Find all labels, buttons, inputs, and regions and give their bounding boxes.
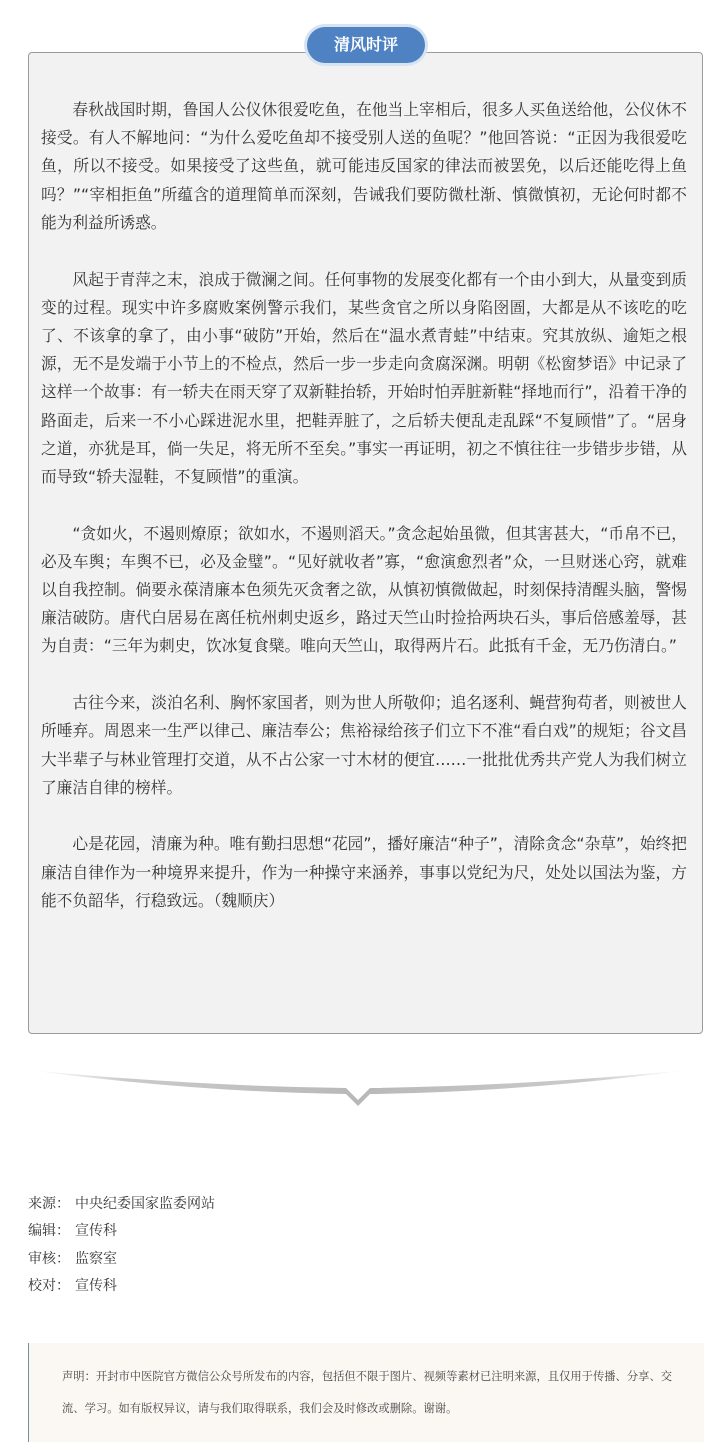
column-title-badge: 清风时评 xyxy=(307,27,425,63)
article-paragraph: “贪如火，不遏则燎原；欲如水，不遏则滔天。”贪念起始虽微，但其害甚大，“币帛不已，必及车舆；车舆不已，必及金璧”。“见好就收者”寡，“愈演愈烈者”众，一旦财迷心窍，就难以自我控制。倘要永葆清廉本色须先灭贪奢之欲，从慎初慎微做起，时刻保持清醒头脑，警惕廉洁破防。唐代白居易在离任杭州刺史返乡，路过天竺山时捡拾两块石头，事后倍感羞辱，甚为自责：“三年为刺史，饮冰复食檗。唯向天竺山，取得两片石。此抵有千金，无乃伤清白。” xyxy=(41,523,687,656)
credit-label: 审核： xyxy=(28,1250,70,1267)
credit-value: 宣传科 xyxy=(75,1223,117,1240)
credit-value: 中央纪委国家监委网站 xyxy=(75,1196,215,1212)
credit-label: 来源： xyxy=(28,1196,70,1212)
copyright-notice xyxy=(28,1343,704,1442)
notice-text: 声明：开封市中医院官方微信公众号所发布的内容，包括但不限于图片、视频等素材已注明来源，且仅用于传播、分享、交流、学习。如有版权异议，请与我们取得联系，我们会及时修改或删除。谢谢。 xyxy=(62,1370,673,1415)
article-body xyxy=(41,96,687,944)
credit-source xyxy=(28,1191,215,1218)
credit-proofreader xyxy=(28,1273,215,1300)
article-paragraph: 古往今来，淡泊名利、胸怀家国者，则为世人所敬仰；追名逐利、蝇营狗苟者，则被世人所唾弃。周恩来一生严以律己、廉洁奉公；焦裕禄给孩子们立下不准“看白戏”的规矩；谷文昌大半辈子与林业管理打交道，从不占公家一寸木材的便宜……一批批优秀共产党人为我们树立了廉洁自律的榜样。 xyxy=(41,693,687,797)
credit-value: 宣传科 xyxy=(75,1277,117,1294)
decorative-divider xyxy=(28,1062,688,1110)
article-paragraph: 春秋战国时期，鲁国人公仪休很爱吃鱼，在他当上宰相后，很多人买鱼送给他，公仪休不接受。有人不解地问：“为什么爱吃鱼却不接受别人送的鱼呢？”他回答说：“正因为我很爱吃鱼，所以不接受。如果接受了这些鱼，就可能违反国家的律法而被罢免，以后还能吃得上鱼吗？”“宰相拒鱼”所蕴含的道理简单而深刻，告诫我们要防微杜渐、慎微慎初，无论何时都不能为利益所诱惑。 xyxy=(41,100,687,232)
article-paragraph: 心是花园，清廉为种。唯有勤扫思想“花园”，播好廉洁“种子”，清除贪念“杂草”，始终把廉洁自律作为一种境界来提升，作为一种操守来涵养，事事以党纪为尺，处处以国法为鉴，方能不负韶华，行稳致远。（魏顺庆） xyxy=(41,834,687,910)
article-credits xyxy=(28,1191,215,1300)
article-paragraph: 风起于青萍之末，浪成于微澜之间。任何事物的发展变化都有一个由小到大，从量变到质变的过程。现实中许多腐败案例警示我们，某些贪官之所以身陷囹圄，大都是从不该吃的吃了、不该拿的拿了，由小事“破防”开始，然后在“温水煮青蛙”中结束。究其放纵、逾矩之根源，无不是发端于小节上的不检点，然后一步一步走向贪腐深渊。明朝《松窗梦语》中记录了这样一个故事：有一轿夫在雨天穿了双新鞋抬轿，开始时怕弄脏新鞋“择地而行”，沿着干净的路面走，后来一不小心踩进泥水里，把鞋弄脏了，之后轿夫便乱走乱踩“不复顾惜”了。“居身之道，亦犹是耳，倘一失足，将无所不至矣。”事实一再证明，初之不慎往往一步错步步错，从而导致“轿夫湿鞋，不复顾惜”的重演。 xyxy=(41,269,687,486)
credit-value: 监察室 xyxy=(75,1250,117,1267)
credit-label: 编辑： xyxy=(28,1223,70,1240)
credit-reviewer xyxy=(28,1246,215,1273)
credit-label: 校对： xyxy=(28,1277,70,1294)
credit-editor xyxy=(28,1218,215,1245)
